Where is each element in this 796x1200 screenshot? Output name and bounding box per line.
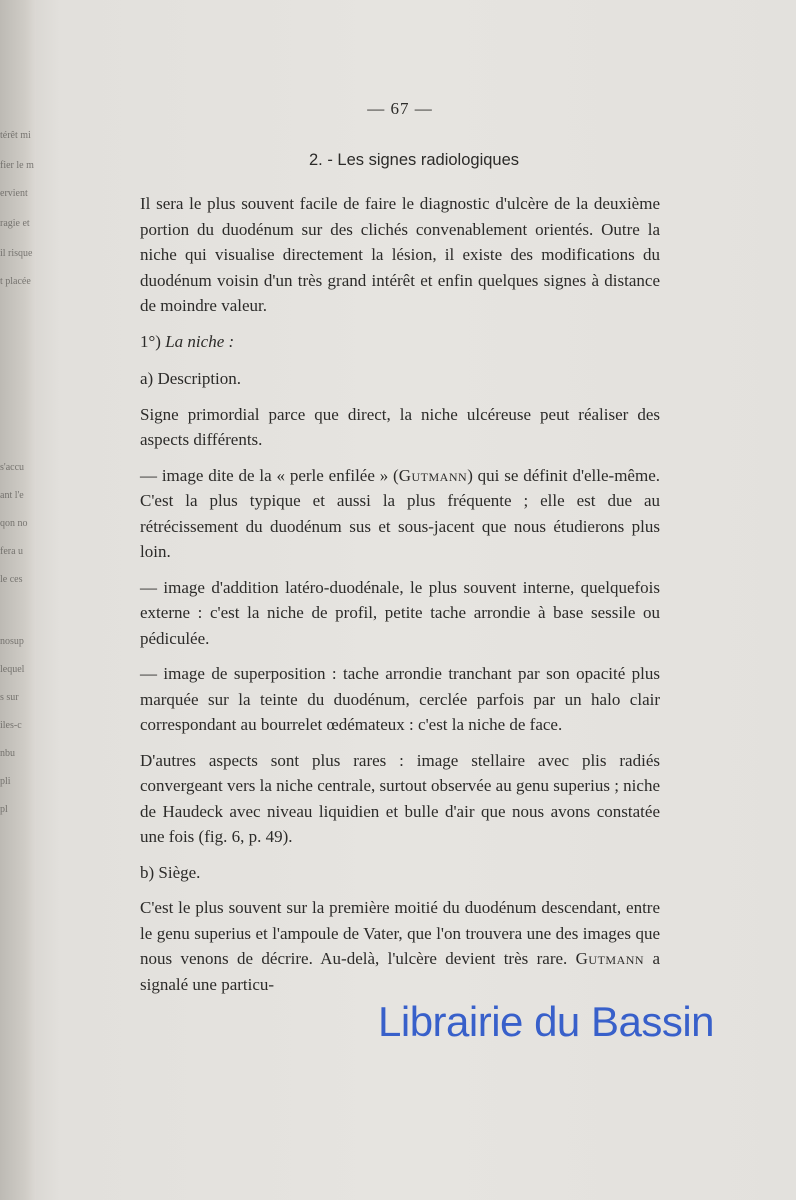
subheading-description: a) Description. <box>140 369 242 388</box>
paragraph-text: ) qui se définit d'elle-même. C'est la plus typique et aussi la plus fréquente ; elle est due au rétrécissement du duodénum sus et sous-jacent que nous étudierons plus loin. <box>140 465 660 561</box>
gutter-fragment: fier le m <box>0 160 34 171</box>
gutter-fragment: nbu <box>0 748 15 759</box>
gutter-fragment: qon no <box>0 518 28 529</box>
gutter-fragment: fera u <box>0 546 24 557</box>
gutter-fragment: pli <box>0 776 11 787</box>
gutter-fragment: s sur <box>0 692 19 703</box>
gutter-fragment: ant l'e <box>0 490 24 501</box>
gutter-fragment: nosup <box>0 636 24 647</box>
bookseller-watermark: Librairie du Bassin <box>378 998 715 1045</box>
gutter-fragment: t placée <box>0 276 31 287</box>
facing-page-gutter <box>0 0 36 1200</box>
paragraph-text: a signalé une particu- <box>140 949 661 994</box>
paragraph-text: — image dite de la « perle enfilée » ( <box>140 465 399 485</box>
paragraph <box>140 463 660 565</box>
paragraph <box>140 895 660 997</box>
gutter-fragment: ervient <box>0 188 28 199</box>
gutter-fragment: il risque <box>0 248 33 259</box>
author-name: Gutmann <box>575 949 645 968</box>
gutter-fragment: s'accu <box>0 462 25 473</box>
paragraph: D'autres aspects sont plus rares : image stellaire avec plis radiés convergeant vers la niche centrale, surtout observée au genu superius ; niche de Haudeck avec niveau liquidien et bulle d'air que nous avons constatée une fois (fig. 6, p. 49). <box>140 750 660 846</box>
subsection-number: 1°) <box>140 331 161 351</box>
intro-paragraph: Il sera le plus souvent facile de faire le diagnostic d'ulcère de la deuxième portion du duodénum sur des clichés convenablement orientés. Outre la niche qui visualise directement la lésion, il existe des modifications du duodénum voisin d'un très grand intérêt et enfin quelques signes à distance de moindre valeur. <box>140 194 660 315</box>
gutter-fragment: le ces <box>0 574 23 585</box>
page-content <box>140 96 660 1007</box>
gutter-fragment: ragie et <box>0 218 30 229</box>
gutter-fragment: iles-c <box>0 720 22 731</box>
paragraph-text: C'est le plus souvent sur la première moitié du duodénum descendant, entre le genu superius et l'ampoule de Vater, que l'on trouvera une des images que nous venons de décrire. Au-delà, l'ulcère devient très rare. <box>140 898 660 968</box>
gutter-fragment: pl <box>0 804 8 815</box>
paragraph: — image de superposition : tache arrondie tranchant par son opacité plus marquée sur la teinte du duodénum, cerclée parfois par un halo clair correspondant au bourrelet œdémateux : c'est la niche de face. <box>140 664 660 734</box>
gutter-fragment: térêt mi <box>0 130 31 141</box>
author-name: Gutmann <box>398 465 468 485</box>
gutter-fragment: lequel <box>0 664 25 675</box>
paragraph: Signe primordial parce que direct, la niche ulcéreuse peut réaliser des aspects différents. <box>140 404 660 449</box>
section-heading: 2. - Les signes radiologiques <box>308 150 520 169</box>
subsection-label: La niche : <box>165 331 235 351</box>
page-number: — 67 — <box>367 99 433 118</box>
subheading-siege: b) Siège. <box>140 862 201 882</box>
paragraph: — image d'addition latéro-duodénale, le plus souvent interne, quelquefois externe : c'est la niche de profil, petite tache arrondie à base sessile ou pédiculée. <box>140 577 660 648</box>
subsection-title <box>140 329 660 355</box>
